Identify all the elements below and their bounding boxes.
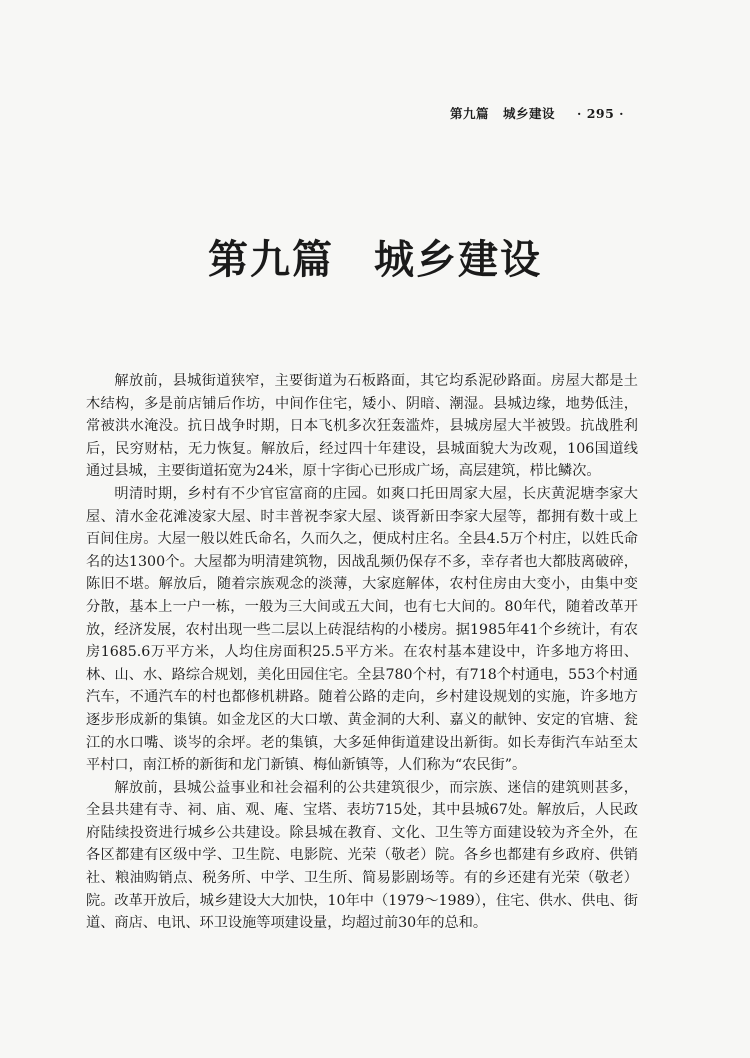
page-number: · 295 · <box>577 106 624 121</box>
paragraph-1: 解放前，县城街道狭窄，主要街道为石板路面，其它均系泥砂路面。房屋大都是土木结构，多是前店铺后作坊，中间作住宅，矮小、阴暗、潮湿。县城边缘，地势低洼，常被洪水淹没。抗日战争时期，日本飞机多次狂轰滥炸，县城房屋大半被毁。抗战胜利后，民穷财枯，无力恢复。解放后，经过四十年建设，县城面貌大为改观，106国道线通过县城，主要街道拓宽为24米，原十字街心已形成广场，高层建筑，栉比鳞次。 <box>86 373 638 480</box>
paragraph-3: 解放前，县城公益事业和社会福利的公共建筑很少，而宗族、迷信的建筑则甚多，全县共建有寺、祠、庙、观、庵、宝塔、表坊715处，其中县城67处。解放后，人民政府陆续投资进行城乡公共建设。除县城在教育、文化、卫生等方面建设较为齐全外，在各区都建有区级中学、卫生院、电影院、光荣（敬老）院。各乡也都建有乡政府、供销社、粮油购销点、税务所、中学、卫生所、简易影剧场等。有的乡还建有光荣（敬老）院。改革开放后，城乡建设大大加快，10年中（1979～1989），住宅、供水、供电、街道、商店、电讯、环卫设施等项建设量，均超过前30年的总和。 <box>86 779 638 932</box>
paragraph-2: 明清时期，乡村有不少官宦富商的庄园。如爽口托田周家大屋，长庆黄泥塘李家大屋、清水金花滩凌家大屋、时丰普祝李家大屋、谈胥新田李家大屋等，都拥有数十或上百间住房。大屋一般以姓氏命名，久而久之，便成村庄名。全县4.5万个村庄，以姓氏命名的达1300个。大屋都为明清建筑物，因战乱频仍保存不多，幸存者也大都肢离破碎，陈旧不堪。解放后，随着宗族观念的淡薄，大家庭解体，农村住房由大变小，由集中变分散，基本上一户一栋，一般为三大间或五大间，也有七大间的。80年代，随着改革开放，经济发展，农村出现一些二层以上砖混结构的小楼房。据1985年41个乡统计，有农房1685.6万平方米，人均住房面积25.5平方米。在农村基本建设中，许多地方将田、林、山、水、路综合规划，美化田园住宅。全县780个村，有718个村通电，553个村通汽车，不通汽车的村也都修机耕路。随着公路的走向，乡村建设规划的实施，许多地方逐步形成新的集镇。如金龙区的大口墩、黄金洞的大利、嘉义的献钟、安定的官塘、瓮江的水口嘴、谈岑的余坪。老的集镇，大多延伸街道建设出新街。如长寿街汽车站至太平村口，南江桥的新街和龙门新镇、梅仙新镇等，人们称为“农民街”。 <box>86 485 638 774</box>
header-part: 第九篇 <box>449 106 489 121</box>
chapter-title <box>0 228 750 285</box>
body-text <box>86 370 638 935</box>
running-header <box>450 104 624 122</box>
header-title: 城乡建设 <box>502 106 555 121</box>
chapter-part: 第九篇 <box>208 237 334 283</box>
chapter-name: 城乡建设 <box>374 237 542 283</box>
